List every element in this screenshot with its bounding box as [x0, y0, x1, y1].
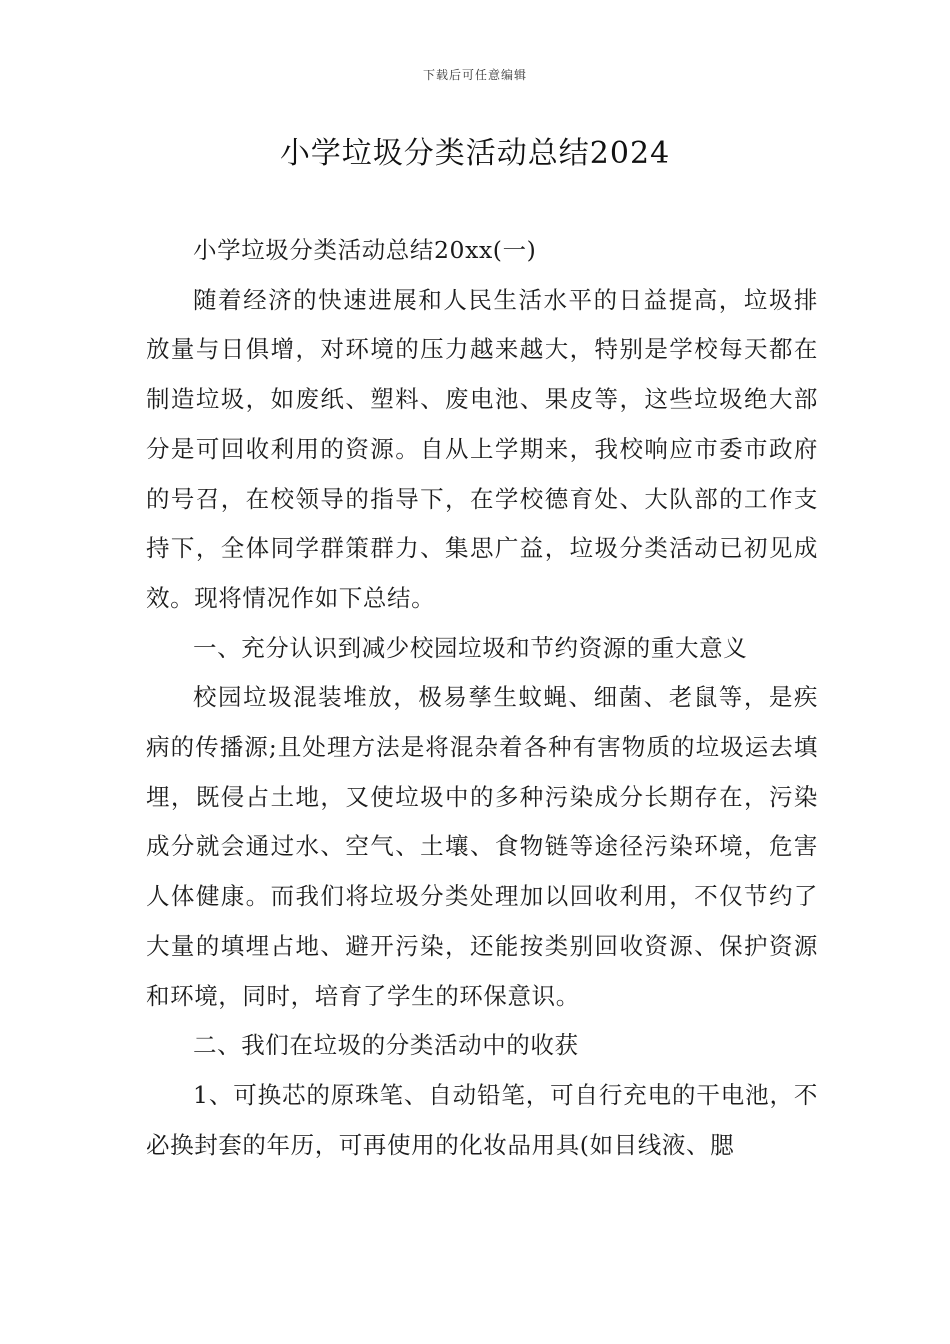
paragraph-significance: 校园垃圾混装堆放，极易孳生蚊蝇、细菌、老鼠等，是疾病的传播源;且处理方法是将混杂着各种有害物质的垃圾运去填埋，既侵占土地，又使垃圾中的多种污染成分长期存在，污染成分就会通过水、空气、土壤、食物链等途径污染环境，危害人体健康。而我们将垃圾分类处理加以回收利用，不仅节约了大量的填埋占地、避开污染，还能按类别回收资源、保护资源和环境，同时，培育了学生的环保意识。	[146, 683, 818, 1010]
header-note: 下载后可任意编辑	[422, 68, 527, 82]
paragraph-intro: 随着经济的快速进展和人民生活水平的日益提高，垃圾排放量与日俱增，对环境的压力越来越大，特别是学校每天都在制造垃圾，如废纸、塑料、废电池、果皮等，这些垃圾绝大部分是可回收利用的资源。自从上学期来，我校响应市委市政府的号召，在校领导的指导下，在学校德育处、大队部的工作支持下，全体同学群策群力、集思广益，垃圾分类活动已初见成效。现将情况作如下总结。	[146, 285, 818, 612]
paragraph-gains: 1、可换芯的原珠笔、自动铅笔，可自行充电的干电池，不必换封套的年历，可再使用的化妆品用具(如目线液、腮	[146, 1080, 818, 1159]
document-title: 小学垃圾分类活动总结2024	[279, 136, 671, 171]
section-heading-1: 一、充分认识到减少校园垃圾和节约资源的重大意义	[193, 633, 748, 662]
document-body	[146, 226, 818, 1170]
section-subtitle: 小学垃圾分类活动总结20xx(一)	[193, 236, 537, 264]
section-heading-2: 二、我们在垃圾的分类活动中的收获	[193, 1031, 579, 1060]
